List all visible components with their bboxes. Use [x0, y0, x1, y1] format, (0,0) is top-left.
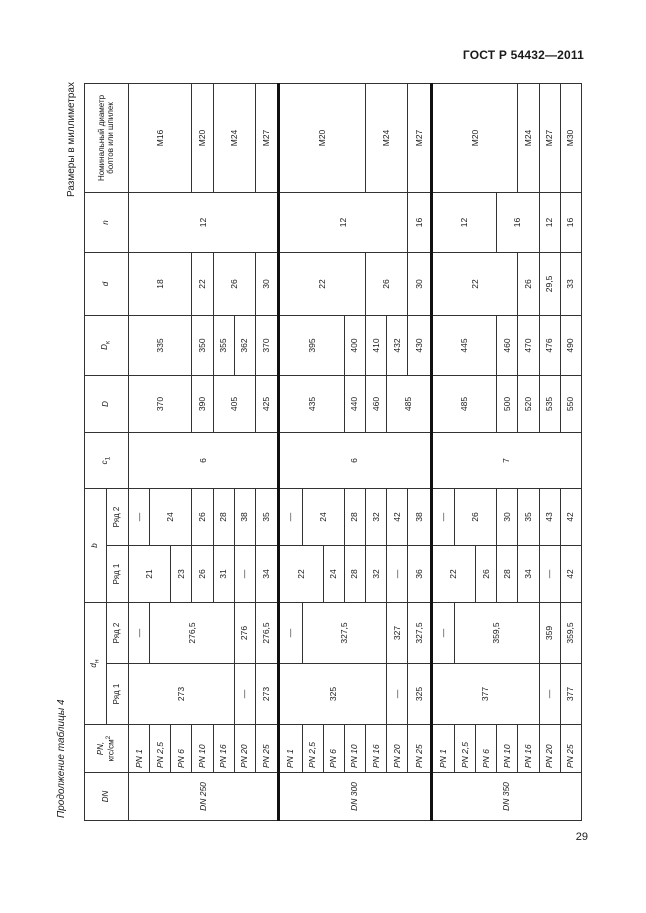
- table-cell: 16: [408, 192, 431, 252]
- table-cell: 490: [560, 315, 581, 375]
- col-header-b-row2: Ряд 2: [107, 488, 129, 545]
- table-cell: 34: [518, 545, 539, 602]
- table-cell: 31: [213, 545, 234, 602]
- table-cell: 276,5: [255, 602, 278, 663]
- table-cell: 485: [431, 375, 497, 432]
- table-cell: M20: [431, 83, 518, 192]
- table-cell: 476: [539, 315, 560, 375]
- table-cell: 327,5: [408, 602, 431, 663]
- table-cell: 410: [366, 315, 387, 375]
- page-number: 29: [575, 831, 588, 843]
- col-header-d: d: [85, 252, 129, 315]
- pn-cell: PN 6: [171, 725, 192, 773]
- table-cell: 26: [476, 545, 497, 602]
- pn-cell: PN 16: [518, 725, 539, 773]
- table-cell: 273: [255, 664, 278, 725]
- pn-cell: PN 1: [129, 725, 150, 773]
- dn-cell: DN 350: [431, 773, 581, 821]
- pn-cell: PN 6: [323, 725, 344, 773]
- col-header-dn-row1: Ряд 1: [107, 664, 129, 725]
- table-cell: 42: [387, 488, 408, 545]
- table-cell: 7: [431, 432, 581, 488]
- table-cell: M27: [255, 83, 278, 192]
- table-cell: 395: [279, 315, 345, 375]
- table-cell: —: [129, 488, 150, 545]
- table-cell: 12: [539, 192, 560, 252]
- pn-cell: PN 16: [213, 725, 234, 773]
- table-cell: —: [431, 602, 454, 663]
- table-cell: 16: [497, 192, 539, 252]
- table-cell: 359,5: [454, 602, 539, 663]
- table-cell: 28: [344, 545, 365, 602]
- table-cell: 435: [279, 375, 345, 432]
- table-cell: 325: [408, 664, 431, 725]
- pn-cell: PN 2,5: [150, 725, 171, 773]
- col-header-n: n: [85, 192, 129, 252]
- pn-cell: PN 20: [387, 725, 408, 773]
- table-cell: 22: [192, 252, 213, 315]
- table-cell: 42: [560, 488, 581, 545]
- table-cell: 26: [192, 545, 213, 602]
- table-cell: 24: [150, 488, 192, 545]
- table-cell: 12: [129, 192, 279, 252]
- table-cell: —: [129, 602, 150, 663]
- table-cell: 22: [431, 252, 518, 315]
- table-cell: 550: [560, 375, 581, 432]
- table-cell: M30: [560, 83, 581, 192]
- table-cell: 520: [518, 375, 539, 432]
- table-cell: 24: [302, 488, 344, 545]
- table-cell: 535: [539, 375, 560, 432]
- table-cell: 22: [431, 545, 475, 602]
- table-cell: M24: [518, 83, 539, 192]
- table-cell: 28: [344, 488, 365, 545]
- table-cell: 16: [560, 192, 581, 252]
- table-cell: 335: [129, 315, 192, 375]
- table-cell: 32: [366, 488, 387, 545]
- table-cell: 425: [255, 375, 278, 432]
- table-cell: 30: [408, 252, 431, 315]
- table-cell: 22: [279, 252, 366, 315]
- table-cell: 327,5: [302, 602, 387, 663]
- table-cell: 32: [366, 545, 387, 602]
- table-cell: M27: [539, 83, 560, 192]
- pn-cell: PN 25: [560, 725, 581, 773]
- table-cell: M16: [129, 83, 192, 192]
- table-cell: —: [387, 545, 408, 602]
- table-cell: M20: [279, 83, 366, 192]
- table-cell: 273: [129, 664, 235, 725]
- table-cell: M24: [366, 83, 408, 192]
- table-cell: 12: [431, 192, 497, 252]
- table-cell: 390: [192, 375, 213, 432]
- dimensions-table: [84, 83, 582, 821]
- pn-cell: PN 10: [192, 725, 213, 773]
- col-header-b-row1: Ряд 1: [107, 545, 129, 602]
- col-header-c1: $c_1$: [85, 432, 129, 488]
- col-header-dn-row2: Ряд 2: [107, 602, 129, 663]
- table-cell: 400: [344, 315, 365, 375]
- pn-cell: PN 10: [344, 725, 365, 773]
- table-cell: 33: [560, 252, 581, 315]
- table-cell: 38: [408, 488, 431, 545]
- table-cell: 362: [234, 315, 255, 375]
- table-cell: 30: [255, 252, 278, 315]
- table-cell: 350: [192, 315, 213, 375]
- pn-cell: PN 2,5: [302, 725, 323, 773]
- pn-cell: PN 20: [539, 725, 560, 773]
- table-cell: 29,5: [539, 252, 560, 315]
- table-cell: 445: [431, 315, 497, 375]
- pn-cell: PN 20: [234, 725, 255, 773]
- table-cell: 405: [213, 375, 255, 432]
- document-id: ГОСТ Р 54432—2011: [462, 48, 584, 62]
- table-cell: 359,5: [560, 602, 581, 663]
- table-cell: 355: [213, 315, 234, 375]
- table-cell: 370: [129, 375, 192, 432]
- units-note: Размеры в миллиметрах: [66, 82, 77, 197]
- table-cell: —: [234, 664, 255, 725]
- table-cell: 500: [497, 375, 518, 432]
- table-cell: 325: [279, 664, 387, 725]
- table-cell: 28: [497, 545, 518, 602]
- table-cell: 30: [497, 488, 518, 545]
- table-cell: M27: [408, 83, 431, 192]
- table-cell: 432: [387, 315, 408, 375]
- table-cell: 26: [192, 488, 213, 545]
- table-cell: 43: [539, 488, 560, 545]
- table-cell: 359: [539, 602, 560, 663]
- table-cell: 18: [129, 252, 192, 315]
- table-cell: 28: [213, 488, 234, 545]
- pn-cell: PN 25: [408, 725, 431, 773]
- table-cell: —: [234, 545, 255, 602]
- pn-cell: PN 1: [431, 725, 454, 773]
- table-cell: 21: [129, 545, 171, 602]
- pn-cell: PN 25: [255, 725, 278, 773]
- col-header-outer-diameter: $d_н$: [85, 602, 107, 724]
- table-cell: 377: [431, 664, 539, 725]
- table-cell: 42: [560, 545, 581, 602]
- flange-dimensions-table: [84, 84, 582, 821]
- table-cell: 36: [408, 545, 431, 602]
- table-cell: —: [539, 664, 560, 725]
- table-cell: 26: [366, 252, 408, 315]
- table-cell: 6: [129, 432, 279, 488]
- col-header-pn: PN, кгс/$см^2$: [85, 725, 129, 773]
- col-header-D: D: [85, 375, 129, 432]
- col-header-bolt: Номинальный диаметр болтов или шпилек: [85, 83, 129, 192]
- pn-cell: PN 10: [497, 725, 518, 773]
- table-cell: 327: [387, 602, 408, 663]
- pn-cell: PN 2,5: [454, 725, 475, 773]
- table-cell: 276: [234, 602, 255, 663]
- table-cell: 38: [234, 488, 255, 545]
- table-cell: 26: [213, 252, 255, 315]
- pn-cell: PN 6: [476, 725, 497, 773]
- table-cell: 26: [454, 488, 496, 545]
- table-cell: 377: [560, 664, 581, 725]
- table-continuation-note: Продолжение таблицы 4: [56, 699, 67, 818]
- table-cell: 370: [255, 315, 278, 375]
- table-cell: —: [387, 664, 408, 725]
- table-cell: 6: [279, 432, 431, 488]
- table-cell: 24: [323, 545, 344, 602]
- table-cell: 470: [518, 315, 539, 375]
- table-cell: 35: [255, 488, 278, 545]
- col-header-b: b: [85, 488, 107, 602]
- table-cell: —: [431, 488, 454, 545]
- col-header-dn: DN: [85, 773, 129, 821]
- table-cell: 26: [518, 252, 539, 315]
- table-cell: 430: [408, 315, 431, 375]
- pn-cell: PN 16: [366, 725, 387, 773]
- dn-cell: DN 300: [279, 773, 431, 821]
- dn-cell: DN 250: [129, 773, 279, 821]
- col-header-Dk: $D_к$: [85, 315, 129, 375]
- table-cell: 23: [171, 545, 192, 602]
- table-cell: 12: [279, 192, 408, 252]
- table-cell: 485: [387, 375, 431, 432]
- table-cell: —: [539, 545, 560, 602]
- table-cell: 276,5: [150, 602, 235, 663]
- table-cell: 22: [279, 545, 323, 602]
- table-cell: 460: [366, 375, 387, 432]
- table-cell: —: [279, 488, 302, 545]
- table-cell: 460: [497, 315, 518, 375]
- table-cell: 35: [518, 488, 539, 545]
- table-cell: M24: [213, 83, 255, 192]
- table-cell: 440: [344, 375, 365, 432]
- table-cell: 34: [255, 545, 278, 602]
- pn-cell: PN 1: [279, 725, 302, 773]
- table-cell: —: [279, 602, 302, 663]
- table-cell: M20: [192, 83, 213, 192]
